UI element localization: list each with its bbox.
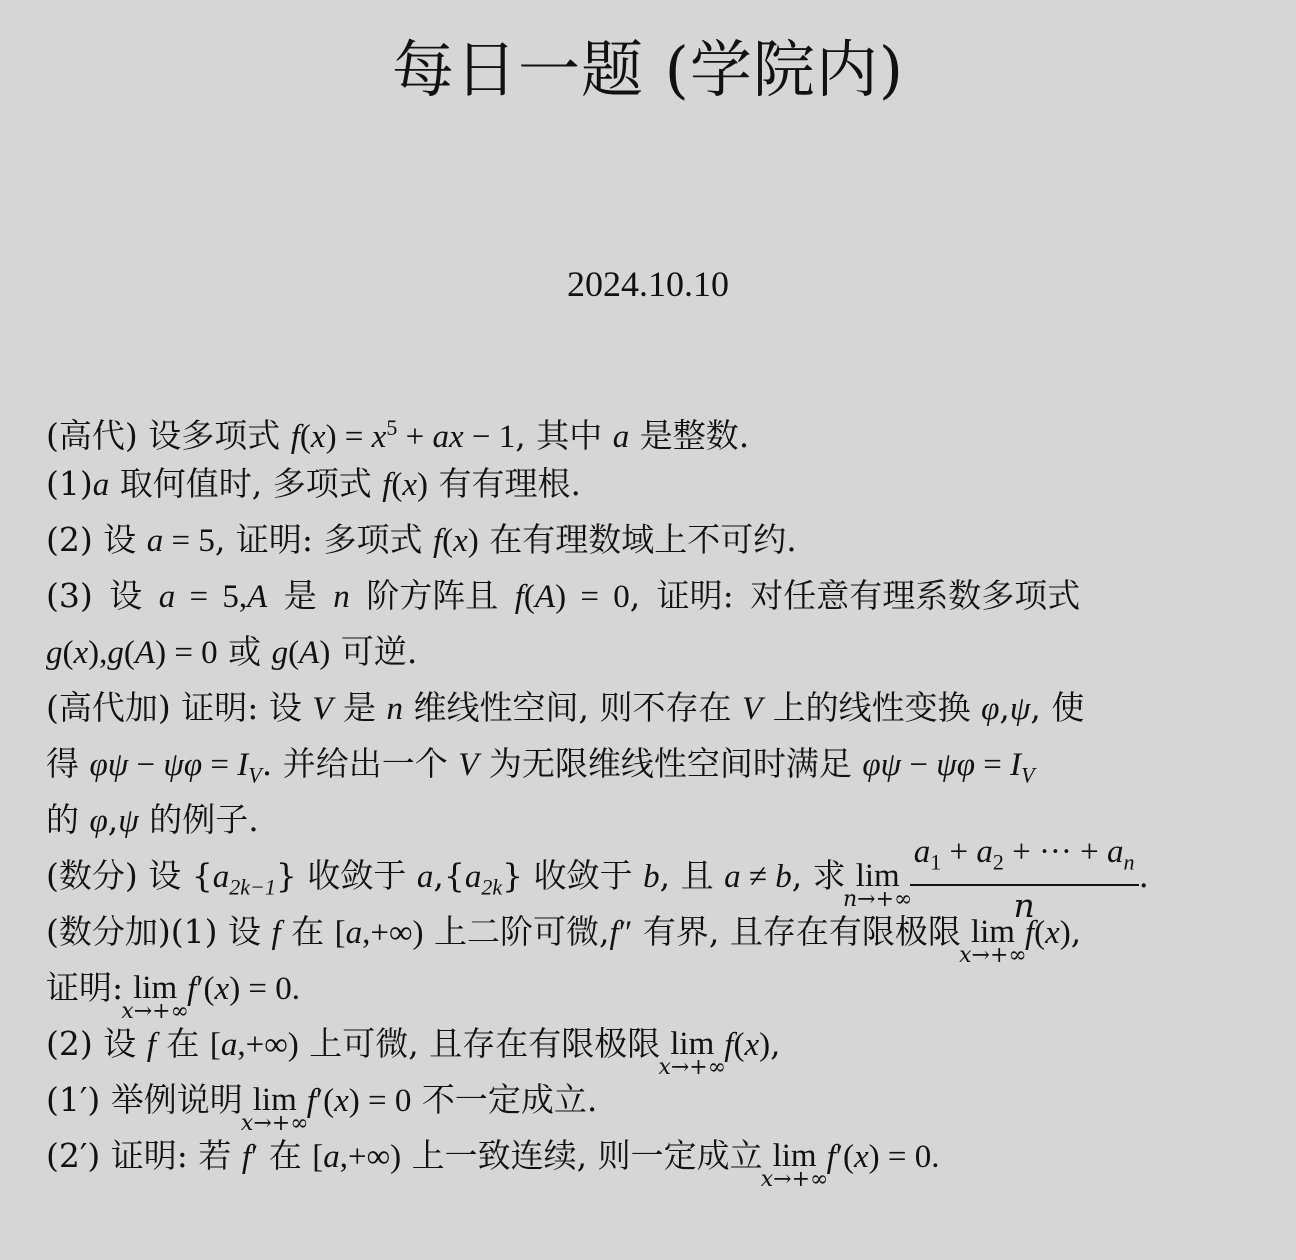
problem-line-12: (2) 设 f 在 [a,+∞) 上可微, 且存在有限极限 lim x→+∞ f(x), [46, 1024, 781, 1080]
problem-line-11: 证明: lim x→+∞ f′(x) = 0. [46, 968, 301, 1024]
page-title: 每日一题 (学院内) [391, 33, 905, 106]
problem-line-13: (1′) 举例说明 lim x→+∞ f′(x) = 0 不一定成立. [46, 1080, 598, 1136]
problem-line-2: (1)a 取何值时, 多项式 f(x) 有有理根. [46, 464, 582, 503]
problem-line-10: (数分加)(1) 设 f 在 [a,+∞) 上二阶可微,f″ 有界, 且存在有限极限 lim x→+∞ f(x), [46, 912, 1082, 968]
problem-line-7: 得 $\varphi\psi - \psi\varphi = I_V$. 并给出一个 V 为无限维线性空间时满足 $\varphi\psi - \psi\varphi = I_V$ [46, 744, 1035, 788]
problem-line-14: (2′) 证明: 若 f′ 在 [a,+∞) 上一致连续, 则一定成立 lim x→+∞ f′(x) = 0. [46, 1136, 940, 1192]
problem-line-9: (数分) 设 $\{a_{2k-1}\}$ 收敛于 $a,\{a_{2k}\}$ 收敛于 b, 且 a ≠ b, 求 lim n→+∞ $\frac{a_1 + a_2 + \cdot\cdot\cdot + a_n}{n}$ . [46, 848, 1266, 904]
problem-line-6: (高代加) 证明: 设 V 是 n 维线性空间, 则不存在 V 上的线性变换 φ,ψ, 使 [46, 688, 1085, 727]
problem-line-4: (3) 设 a = 5,A 是 n 阶方阵且 f(A) = 0, 证明: 对任意有理系数多项式 [46, 576, 1081, 615]
problem-line-5: g(x),g(A) = 0 或 g(A) 可逆. [46, 632, 418, 671]
problem-line-1: (高代) 设多项式 $f(x) = x^5$ + ax − 1, 其中 a 是整数. [46, 415, 750, 455]
problem-line-3: (2) 设 a = 5, 证明: 多项式 f(x) 在有理数域上不可约. [46, 520, 797, 559]
date: 2024.10.10 [567, 264, 729, 304]
problem-line-8: 的 φ,ψ 的例子. [46, 800, 259, 839]
